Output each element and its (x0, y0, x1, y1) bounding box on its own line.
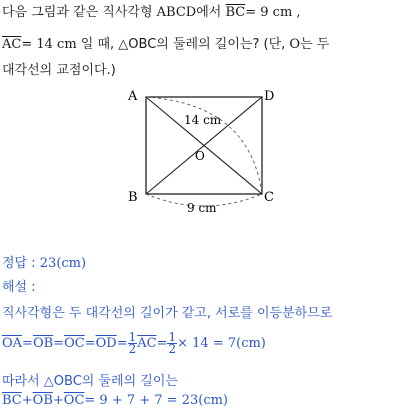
answer-label: 정답 : (2, 256, 36, 271)
seg-bc: $\overline{BC}$ (2, 393, 22, 408)
solution-line-2 (2, 328, 266, 358)
question-line-1 (2, 4, 301, 22)
solution-label: 해설 : (2, 280, 36, 295)
answer-value: 23(cm) (39, 256, 87, 271)
equals: = (53, 335, 65, 351)
label-a: A (128, 89, 138, 104)
point-o: O (289, 37, 301, 52)
label-bottom-length: 9 cm (187, 201, 217, 215)
segment-ac: $\overline{AC}$ (2, 37, 22, 52)
segment-bc: $\overline{BC}$ (225, 5, 246, 20)
equals: = (22, 335, 33, 351)
value-ac: = 14 cm (21, 37, 77, 52)
equals: = (116, 335, 128, 351)
question-text: 는 두 (300, 37, 330, 52)
fraction-denominator: 2 (168, 341, 177, 356)
fraction-denominator: 2 (128, 341, 137, 356)
answer-line (2, 252, 86, 271)
solution-line-1: 직사각형은 두 대각선의 길이가 같고, 서로를 이등분하므로 (2, 306, 333, 321)
label-d: D (264, 89, 275, 104)
label-diag-length: 14 cm (184, 113, 222, 127)
seg-ob: $\overline{OB}$ (32, 393, 53, 408)
seg-ob: $\overline{OB}$ (32, 335, 54, 351)
seg-oc: $\overline{OC}$ (64, 335, 85, 351)
rectangle-figure (120, 84, 280, 220)
plus-sign: + (52, 393, 64, 408)
value-bc: = 9 cm , (245, 5, 301, 20)
solution-line-3: 따라서 △OBC의 둘레의 길이는 (2, 374, 178, 389)
seg-oa: $\overline{OA}$ (2, 335, 23, 351)
label-b: B (128, 190, 138, 205)
label-c: C (264, 190, 274, 205)
equals: = (84, 335, 96, 351)
seg-od: $\overline{OD}$ (95, 335, 117, 351)
fraction-numerator: 1 (168, 329, 177, 344)
question-text: 에서 (196, 5, 226, 20)
fraction-half (128, 329, 138, 356)
sum-expression: = 9 + 7 + 7 = 23(cm) (84, 393, 228, 408)
fraction-numerator: 1 (128, 329, 137, 344)
question-line-2 (2, 36, 329, 54)
rect-name: ABCD (156, 5, 197, 20)
question-line-3: 대각선의 교점이다.) (2, 63, 116, 78)
equals: = (156, 335, 168, 351)
seg-oc: $\overline{OC}$ (63, 393, 85, 408)
question-text: 다음 그림과 같은 직사각형 (2, 5, 157, 20)
product-expression: × 14 = 7(cm) (177, 335, 266, 351)
fraction-half (167, 329, 177, 356)
plus-sign: + (21, 393, 33, 408)
solution-line-4 (2, 393, 228, 408)
question-text: 일 때, △OBC의 둘레의 길이는? (단, (80, 37, 290, 52)
seg-ac: $\overline{AC}$ (137, 335, 157, 351)
label-o: O (195, 149, 205, 163)
